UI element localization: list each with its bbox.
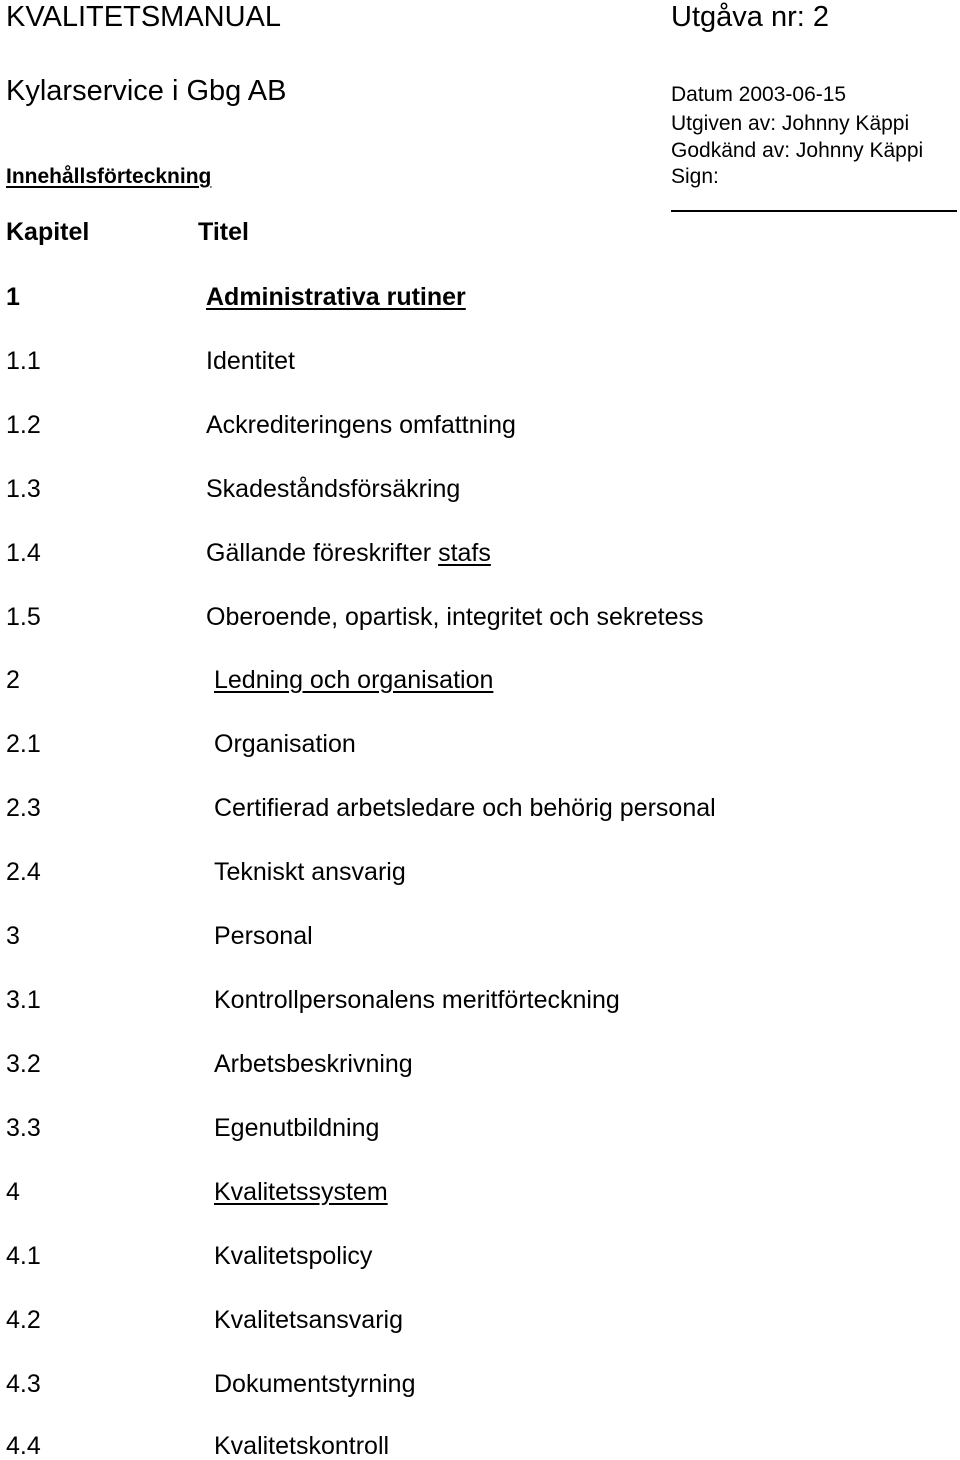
toc-entry-number: 2.3 bbox=[6, 794, 41, 822]
header-divider bbox=[671, 210, 957, 212]
toc-entry-title: Tekniskt ansvarig bbox=[214, 858, 406, 886]
toc-entry-title-link[interactable]: Ledning och organisation bbox=[214, 666, 494, 694]
toc-entry-number: 1.4 bbox=[6, 539, 41, 567]
toc-entry-title-link[interactable]: Administrativa rutiner bbox=[206, 283, 466, 311]
toc-entry-title: Egenutbildning bbox=[214, 1114, 380, 1142]
toc-entry-title bbox=[206, 541, 491, 566]
toc-entry-number: 1.1 bbox=[6, 347, 41, 375]
toc-entry-title-link[interactable]: Kvalitetssystem bbox=[214, 1178, 388, 1206]
column-header-chapter: Kapitel bbox=[6, 218, 90, 246]
toc-entry-title: Certifierad arbetsledare och behörig personal bbox=[214, 794, 716, 822]
toc-entry-number: 4.2 bbox=[6, 1306, 41, 1334]
toc-entry-number: 3.2 bbox=[6, 1050, 41, 1078]
approved-by: Godkänd av: Johnny Käppi bbox=[671, 139, 924, 162]
toc-entry-title: Skadeståndsförsäkring bbox=[206, 475, 461, 503]
toc-entry-title: Kvalitetspolicy bbox=[214, 1242, 373, 1270]
toc-entry-number: 4.3 bbox=[6, 1370, 41, 1398]
issued-by: Utgiven av: Johnny Käppi bbox=[671, 112, 910, 135]
toc-entry-title: Arbetsbeskrivning bbox=[214, 1050, 413, 1078]
toc-entry-title-text: Gällande föreskrifter bbox=[206, 539, 432, 567]
toc-entry-number: 4 bbox=[6, 1178, 20, 1206]
document-date: Datum 2003-06-15 bbox=[671, 83, 847, 106]
edition-label: Utgåva nr: 2 bbox=[671, 1, 829, 33]
toc-entry-number: 2.4 bbox=[6, 858, 41, 886]
sign-label: Sign: bbox=[671, 165, 719, 188]
toc-entry-number: 1 bbox=[6, 283, 20, 311]
column-header-title: Titel bbox=[198, 218, 249, 246]
toc-entry-number: 2.1 bbox=[6, 730, 41, 758]
toc-entry-title: Personal bbox=[214, 922, 313, 950]
toc-entry-number: 3 bbox=[6, 922, 20, 950]
toc-entry-number: 1.3 bbox=[6, 475, 41, 503]
toc-entry-number: 2 bbox=[6, 666, 20, 694]
company-name: Kylarservice i Gbg AB bbox=[6, 75, 287, 107]
toc-entry-title: Organisation bbox=[214, 730, 356, 758]
toc-entry-title: Kvalitetsansvarig bbox=[214, 1306, 403, 1334]
toc-entry-number: 4.1 bbox=[6, 1242, 41, 1270]
toc-entry-number: 3.3 bbox=[6, 1114, 41, 1142]
toc-entry-number: 4.4 bbox=[6, 1432, 41, 1460]
toc-entry-number: 1.2 bbox=[6, 411, 41, 439]
toc-entry-title: Identitet bbox=[206, 347, 295, 375]
toc-entry-title: Ackrediteringens omfattning bbox=[206, 411, 516, 439]
toc-entry-number: 3.1 bbox=[6, 986, 41, 1014]
toc-entry-title: Kontrollpersonalens meritförteckning bbox=[214, 986, 620, 1014]
toc-entry-number: 1.5 bbox=[6, 603, 41, 631]
toc-entry-title: Oberoende, opartisk, integritet och sekretess bbox=[206, 603, 704, 631]
stafs-link[interactable]: stafs bbox=[438, 539, 491, 567]
toc-entry-title: Dokumentstyrning bbox=[214, 1370, 416, 1398]
manual-title: KVALITETSMANUAL bbox=[6, 1, 282, 33]
toc-heading: Innehållsförteckning bbox=[6, 165, 212, 188]
toc-entry-title: Kvalitetskontroll bbox=[214, 1432, 390, 1460]
